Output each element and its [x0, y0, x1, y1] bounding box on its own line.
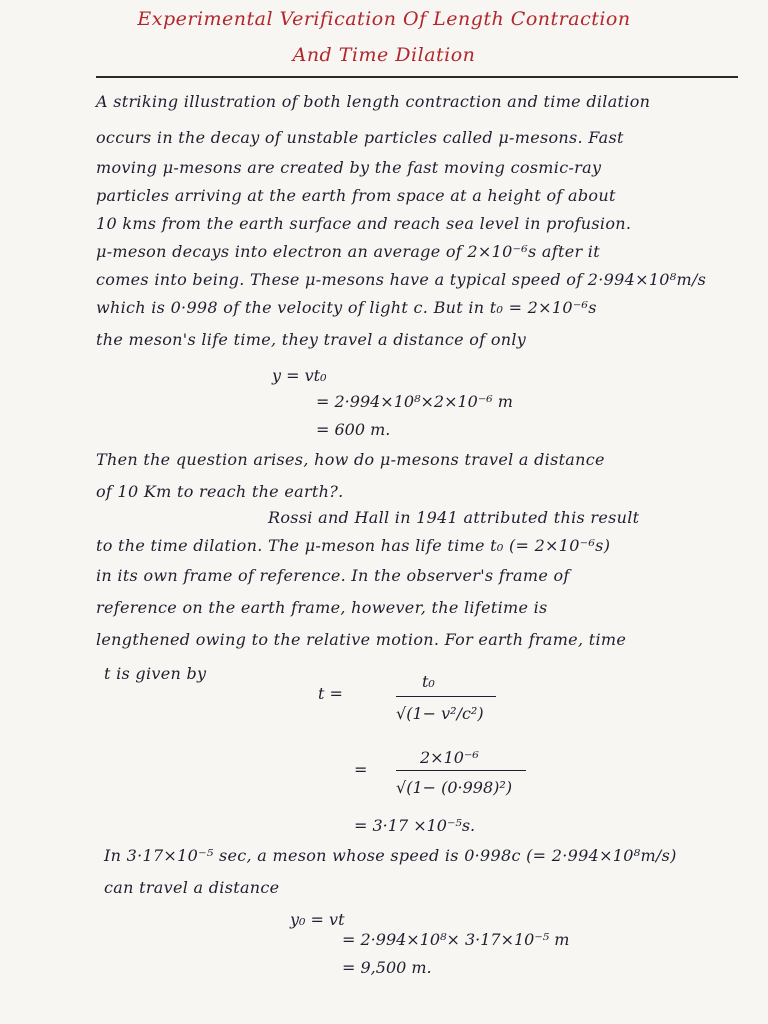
equation-lhs: t = [318, 684, 343, 703]
paragraph-line: t is given by [104, 664, 207, 683]
paragraph-line: Rossi and Hall in 1941 attributed this result [268, 508, 640, 527]
paragraph-line: moving μ-mesons are created by the fast moving cosmic-ray [96, 158, 602, 177]
fraction-bar [396, 696, 496, 697]
paragraph-line: comes into being. These μ-mesons have a typical speed of 2·994×10⁸m/s [96, 270, 707, 289]
equation-line: y₀ = vt [290, 910, 345, 929]
paragraph-line: to the time dilation. The μ-meson has life time t₀ (= 2×10⁻⁶s) [96, 536, 611, 555]
paragraph-line: μ-meson decays into electron an average of 2×10⁻⁶s after it [96, 242, 600, 261]
paragraph-line: can travel a distance [104, 878, 280, 897]
equals-sign: = [354, 760, 368, 779]
fraction-denominator: √(1− v²/c²) [396, 704, 484, 723]
paragraph-line: lengthened owing to the relative motion. For earth frame, time [96, 630, 627, 649]
paragraph-line: reference on the earth frame, however, the lifetime is [96, 598, 548, 617]
fraction-numerator: t₀ [422, 672, 435, 691]
paragraph-line: A striking illustration of both length contraction and time dilation [96, 92, 651, 111]
paragraph-line: Then the question arises, how do μ-mesons travel a distance [96, 450, 605, 469]
fraction-bar [396, 770, 526, 771]
page-title: Experimental Verification Of Length Contraction [137, 8, 631, 30]
equation-result: = 3·17 ×10⁻⁵s. [354, 816, 476, 835]
page-subtitle: And Time Dilation [292, 44, 476, 66]
paragraph-line: which is 0·998 of the velocity of light c. But in t₀ = 2×10⁻⁶s [96, 298, 597, 317]
fraction-numerator: 2×10⁻⁶ [420, 748, 479, 767]
equation-line: = 2·994×10⁸× 3·17×10⁻⁵ m [342, 930, 570, 949]
equation-line: = 9,500 m. [342, 958, 432, 977]
paragraph-line: of 10 Km to reach the earth?. [96, 482, 344, 501]
paragraph-line: 10 kms from the earth surface and reach sea level in profusion. [96, 214, 632, 233]
paragraph-line: occurs in the decay of unstable particles called μ-mesons. Fast [96, 128, 624, 147]
equation-line: = 2·994×10⁸×2×10⁻⁶ m [316, 392, 513, 411]
fraction-denominator: √(1− (0·998)²) [396, 778, 513, 797]
equation-line: = 600 m. [316, 420, 391, 439]
paragraph-line: in its own frame of reference. In the observer's frame of [96, 566, 570, 585]
title-underline [96, 76, 738, 78]
paragraph-line: the meson's life time, they travel a distance of only [96, 330, 527, 349]
equation-line: y = vt₀ [272, 366, 327, 385]
paragraph-line: particles arriving at the earth from space at a height of about [96, 186, 616, 205]
paragraph-line: In 3·17×10⁻⁵ sec, a meson whose speed is 0·998c (= 2·994×10⁸m/s) [104, 846, 677, 865]
